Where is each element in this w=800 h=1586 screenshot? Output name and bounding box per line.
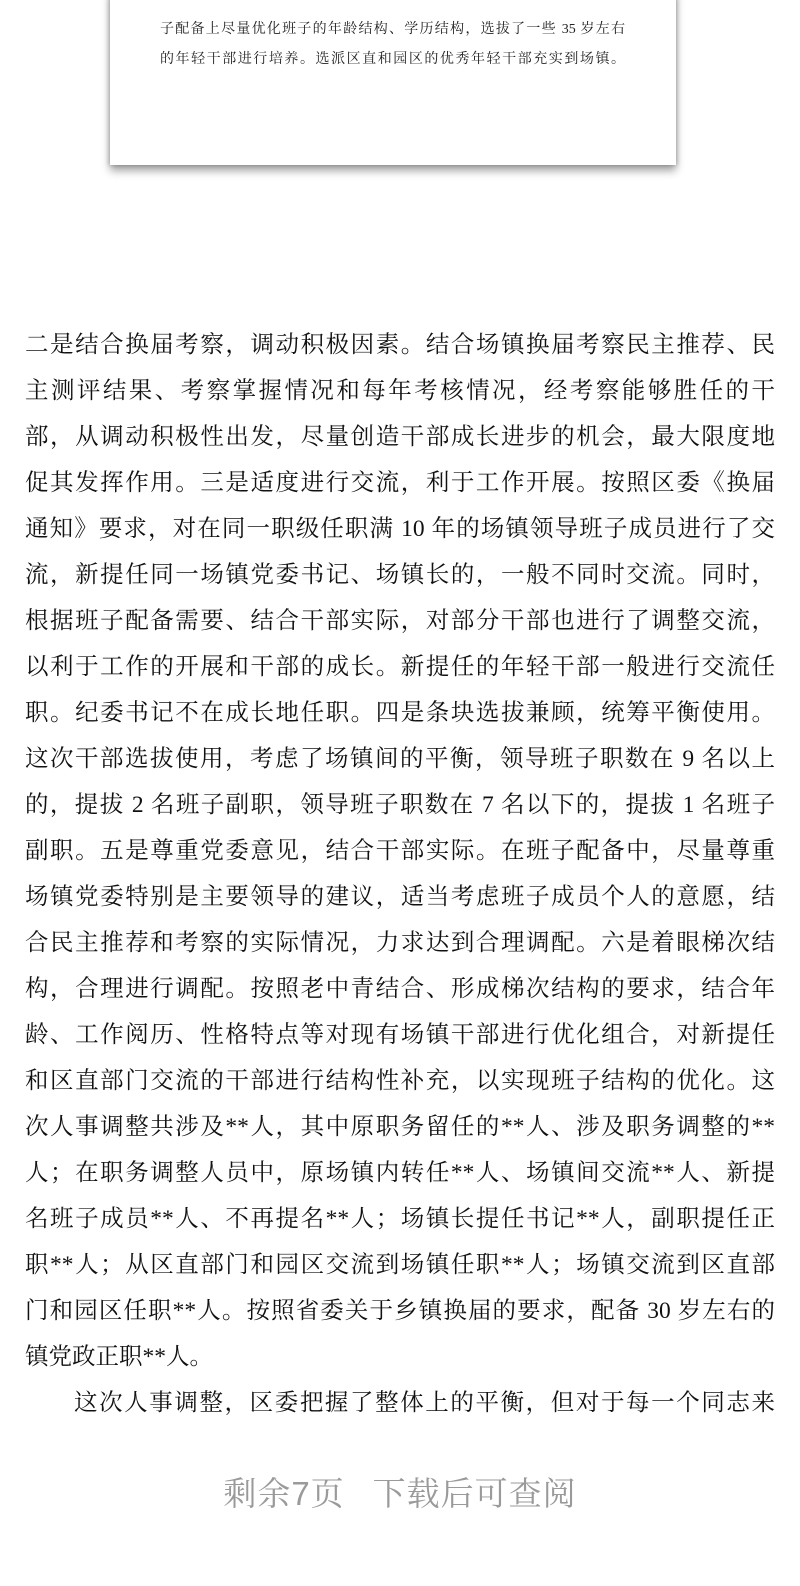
document-line: 这次干部选拔使用，考虑了场镇间的平衡，领导班子职数在 9 名以上 [25,746,775,772]
download-prompt[interactable] [0,1468,800,1515]
document-line: 二是结合换届考察，调动积极因素。结合场镇换届考察民主推荐、民 [25,332,775,358]
document-line: 根据班子配备需要、结合干部实际，对部分干部也进行了调整交流， [25,608,775,634]
document-line: 次人事调整共涉及**人，其中原职务留任的**人、涉及职务调整的** [25,1114,775,1140]
document-line: 部，从调动积极性出发，尽量创造干部成长进步的机会，最大限度地 [25,424,775,450]
preview-page-card [110,0,676,165]
document-line: 职**人；从区直部门和园区交流到场镇任职**人；场镇交流到区直部 [25,1252,775,1278]
card-text-line: 的年轻干部进行培养。选派区直和园区的优秀年轻干部充实到场镇。 [160,52,625,67]
document-line: 构，合理进行调配。按照老中青结合、形成梯次结构的要求，结合年 [25,976,775,1002]
document-line: 职。纪委书记不在成长地任职。四是条块选拔兼顾，统筹平衡使用。 [25,700,775,726]
document-line: 副职。五是尊重党委意见，结合干部实际。在班子配备中，尽量尊重 [25,838,775,864]
document-line: 场镇党委特别是主要领导的建议，适当考虑班子成员个人的意愿，结 [25,884,775,910]
document-line: 的，提拔 2 名班子副职，领导班子职数在 7 名以下的，提拔 1 名班子 [25,792,775,818]
document-line: 通知》要求，对在同一职级任职满 10 年的场镇领导班子成员进行了交 [25,516,775,542]
document-line: 这次人事调整，区委把握了整体上的平衡，但对于每一个同志来 [74,1390,775,1416]
document-line: 主测评结果、考察掌握情况和每年考核情况，经考察能够胜任的干 [25,378,775,404]
remaining-pages-label: 剩余7页 [223,1475,345,1512]
document-line: 促其发挥作用。三是适度进行交流，利于工作开展。按照区委《换届 [25,470,775,496]
document-line: 流，新提任同一场镇党委书记、场镇长的，一般不同时交流。同时， [25,562,775,588]
document-line: 以利于工作的开展和干部的成长。新提任的年轻干部一般进行交流任 [25,654,775,680]
document-line: 合民主推荐和考察的实际情况，力求达到合理调配。六是着眼梯次结 [25,930,775,956]
download-hint-label: 下载后可查阅 [372,1475,577,1512]
document-line: 门和园区任职**人。按照省委关于乡镇换届的要求，配备 30 岁左右的 [25,1298,775,1324]
document-line: 和区直部门交流的干部进行结构性补充，以实现班子结构的优化。这 [25,1068,775,1094]
card-text-line: 子配备上尽量优化班子的年龄结构、学历结构，选拔了一些 35 岁左右 [160,22,625,37]
document-line: 人；在职务调整人员中，原场镇内转任**人、场镇间交流**人、新提 [25,1160,775,1186]
document-line: 镇党政正职**人。 [25,1344,213,1370]
document-line: 名班子成员**人、不再提名**人；场镇长提任书记**人，副职提任正 [25,1206,775,1232]
document-body [25,322,775,1426]
document-line: 龄、工作阅历、性格特点等对现有场镇干部进行优化组合，对新提任 [25,1022,775,1048]
